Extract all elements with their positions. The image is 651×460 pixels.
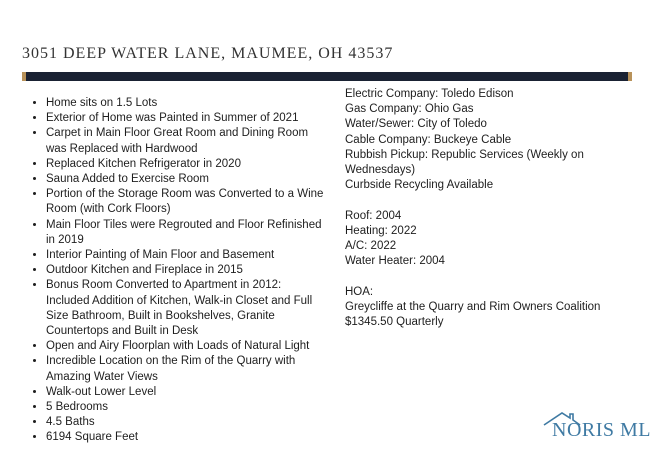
feature-item: • 5 Bedrooms bbox=[46, 400, 326, 415]
banner-accent-left bbox=[22, 72, 26, 81]
features-list bbox=[36, 96, 326, 446]
heating-year: Heating: 2022 bbox=[345, 224, 417, 237]
electric-company: Electric Company: Toledo Edison bbox=[345, 88, 514, 100]
feature-item: • Interior Painting of Main Floor and Basement bbox=[46, 248, 326, 263]
section-spacer bbox=[345, 269, 635, 284]
feature-item: • Exterior of Home was Painted in Summer of 2021 bbox=[46, 111, 326, 126]
header-banner bbox=[22, 72, 632, 81]
water-heater-year: Water Heater: 2004 bbox=[345, 255, 445, 268]
property-address-title: 3051 DEEP WATER LANE, MAUMEE, OH 43537 bbox=[22, 45, 394, 62]
feature-item: • Carpet in Main Floor Great Room and Dining Room was Replaced with Hardwood bbox=[46, 126, 326, 156]
feature-item: • Walk-out Lower Level bbox=[46, 385, 326, 400]
feature-item: • Bonus Room Converted to Apartment in 2012: Included Addition of Kitchen, Walk-in Closet and Full Size Bathroom, Built in Bookshelves, Granite Countertops and Built in Desk bbox=[46, 278, 326, 339]
hoa-name: Greycliffe at the Quarry and Rim Owners Coalition bbox=[345, 300, 601, 313]
feature-item: • Main Floor Tiles were Regrouted and Floor Refinished in 2019 bbox=[46, 218, 326, 248]
feature-item: • Incredible Location on the Rim of the Quarry with Amazing Water Views bbox=[46, 354, 326, 384]
hoa-fee: $1345.50 Quarterly bbox=[345, 316, 444, 329]
curbside-recycling: Curbside Recycling Available bbox=[345, 179, 494, 192]
noris-mls-logo bbox=[542, 408, 651, 444]
gas-company: Gas Company: Ohio Gas bbox=[345, 103, 474, 116]
rubbish-pickup: Rubbish Pickup: Republic Services (Weekly on Wednesdays) bbox=[345, 148, 584, 177]
section-spacer bbox=[345, 193, 635, 208]
logo-text: NORIS ML bbox=[552, 419, 651, 441]
roof-year: Roof: 2004 bbox=[345, 209, 402, 222]
water-sewer: Water/Sewer: City of Toledo bbox=[345, 118, 487, 131]
feature-item: • Replaced Kitchen Refrigerator in 2020 bbox=[46, 157, 326, 172]
ac-year: A/C: 2022 bbox=[345, 240, 397, 253]
cable-company: Cable Company: Buckeye Cable bbox=[345, 133, 512, 146]
feature-item: • Home sits on 1.5 Lots bbox=[46, 96, 326, 111]
feature-item: • 6194 Square Feet bbox=[46, 430, 326, 445]
hoa-label: HOA: bbox=[345, 285, 374, 298]
feature-item: • Open and Airy Floorplan with Loads of Natural Light bbox=[46, 339, 326, 354]
feature-item: • Portion of the Storage Room was Converted to a Wine Room (with Cork Floors) bbox=[46, 187, 326, 217]
feature-item: • Outdoor Kitchen and Fireplace in 2015 bbox=[46, 263, 326, 278]
property-details-column bbox=[345, 87, 635, 330]
feature-item: • Sauna Added to Exercise Room bbox=[46, 172, 326, 187]
banner-accent-right bbox=[628, 72, 632, 81]
feature-item: • 4.5 Baths bbox=[46, 415, 326, 430]
